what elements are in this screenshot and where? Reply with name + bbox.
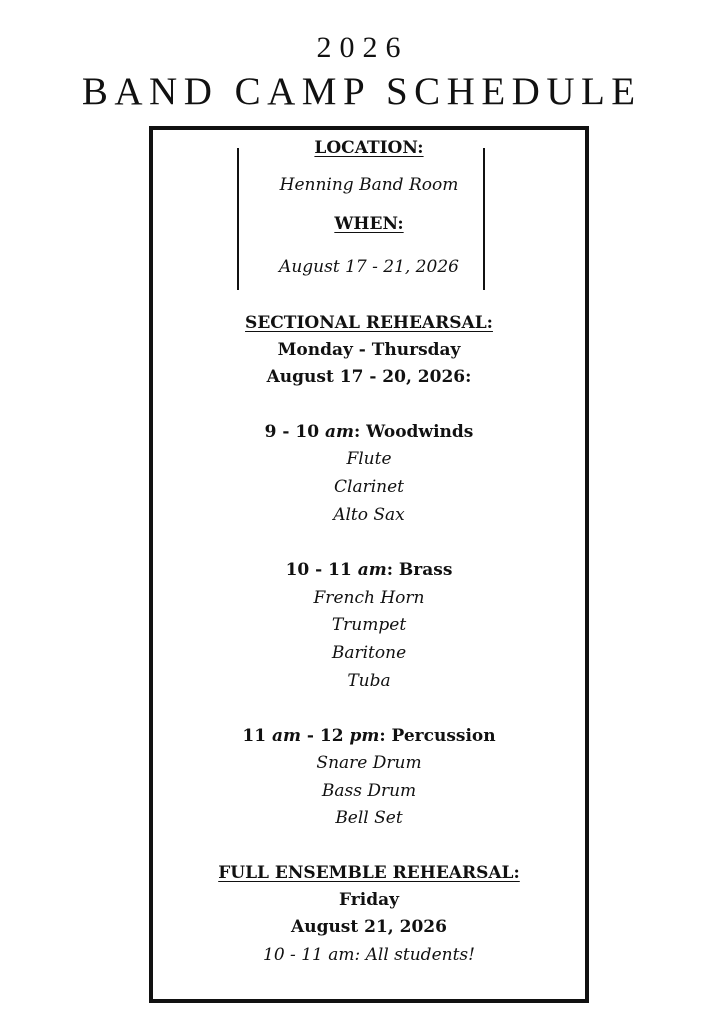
instrument-item: Flute: [346, 449, 392, 469]
sectional-heading: SECTIONAL REHEARSAL:: [245, 313, 493, 333]
instrument-item: Snare Drum: [316, 753, 422, 773]
full-ensemble-date: August 21, 2026: [291, 917, 447, 937]
woodwinds-time-unit: am: [324, 422, 354, 442]
sectional-days: Monday - Thursday: [277, 340, 461, 360]
brass-time: [149, 559, 589, 581]
brass-time-prefix: 10 - 11: [285, 560, 358, 580]
woodwinds-name: : Woodwinds: [353, 422, 474, 442]
page-year: 2026: [316, 31, 409, 64]
percussion-name: : Percussion: [379, 726, 496, 746]
full-ensemble-time: 10 - 11 am: All students!: [263, 945, 475, 965]
full-ensemble-heading: FULL ENSEMBLE REHEARSAL:: [218, 863, 520, 883]
percussion-time: [149, 725, 589, 747]
percussion-time-unit-2: pm: [349, 726, 380, 746]
brass-name: : Brass: [386, 560, 453, 580]
instrument-item: Trumpet: [331, 615, 407, 635]
percussion-time-prefix: 11: [242, 726, 272, 746]
instrument-item: Alto Sax: [333, 505, 405, 525]
percussion-time-unit: am: [271, 726, 301, 746]
brass-time-unit: am: [357, 560, 387, 580]
page-title: BAND CAMP SCHEDULE: [81, 70, 642, 113]
instrument-item: Tuba: [347, 671, 391, 691]
woodwinds-time: [149, 421, 589, 443]
location-value: Henning Band Room: [279, 175, 459, 195]
when-heading: WHEN:: [334, 214, 404, 234]
woodwinds-time-prefix: 9 - 10: [264, 422, 325, 442]
percussion-time-mid: - 12: [300, 726, 350, 746]
instrument-item: Clarinet: [334, 477, 404, 497]
instrument-item: French Horn: [313, 588, 425, 608]
instrument-item: Bass Drum: [321, 781, 417, 801]
full-ensemble-day: Friday: [339, 890, 399, 910]
sectional-dates: August 17 - 20, 2026:: [266, 367, 472, 387]
location-heading: LOCATION:: [314, 138, 424, 158]
instrument-item: Baritone: [331, 643, 407, 663]
when-value: August 17 - 21, 2026: [279, 257, 459, 277]
instrument-item: Bell Set: [335, 808, 403, 828]
